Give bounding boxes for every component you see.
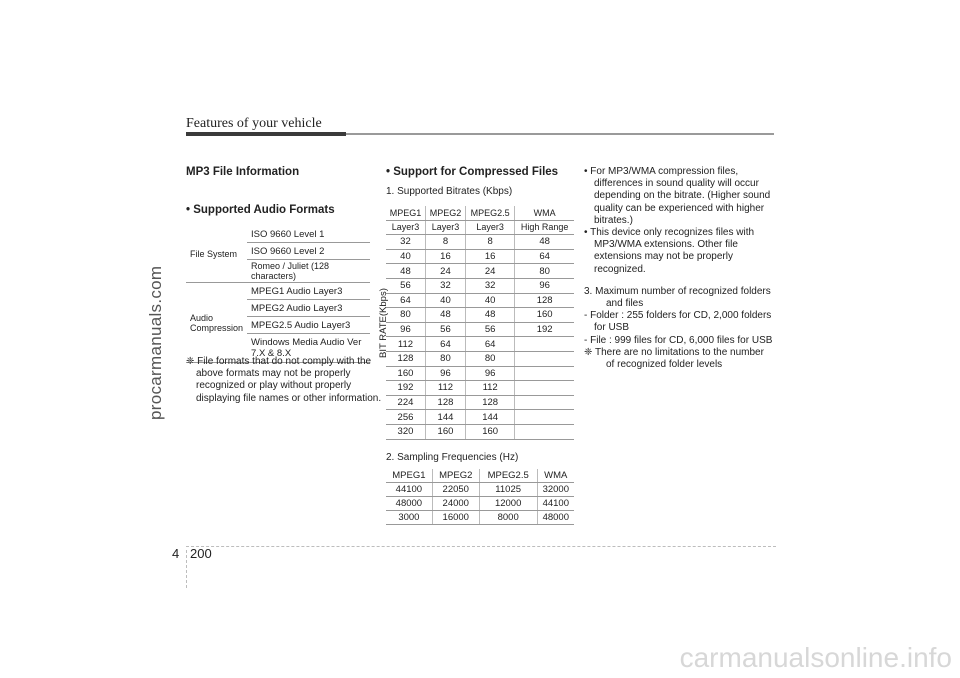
table-row [386,308,574,323]
bitrates-label: 1. Supported Bitrates (Kbps) [386,186,513,197]
max-recognized-item: 3. Maximum number of recognized folders and files [584,285,771,310]
format-value: MPEG2.5 Audio Layer3 [247,317,370,334]
folder-levels-note: ❈ There are no limitations to the number of recognized folder levels [584,346,764,371]
table-cell: Layer3 [425,220,465,235]
table-row [386,293,574,308]
format-value: ISO 9660 Level 2 [247,243,370,260]
table-cell: 144 [425,410,465,425]
table-cell: 24000 [432,497,479,511]
table-row [386,483,574,497]
table-cell: 96 [386,322,425,337]
formats-heading: • Supported Audio Formats [186,204,335,216]
table-row [386,351,574,366]
table-cell: 22050 [432,483,479,497]
table-cell: 12000 [479,497,537,511]
table-cell: 48 [425,308,465,323]
bitrates-table [386,206,574,440]
file-limit: - File : 999 files for CD, 6,000 files for USB [584,334,773,346]
table-cell: 3000 [386,511,432,525]
formats-table [186,226,370,363]
format-value: ISO 9660 Level 1 [247,226,370,243]
table-cell: 8 [466,235,515,250]
table-cell: 80 [466,351,515,366]
table-cell: 16 [466,249,515,264]
table-cell: MPEG2 [425,206,465,220]
table-cell: 8 [425,235,465,250]
table-cell [515,366,574,381]
table-row [386,249,574,264]
header-rule-light [346,133,774,135]
table-cell: 80 [386,308,425,323]
right-column [584,166,774,371]
table-cell: 320 [386,424,425,439]
table-cell: 48000 [537,511,574,525]
table-row [386,511,574,525]
sampling-label: 2. Sampling Frequencies (Hz) [386,452,519,463]
footer-divider [186,550,187,588]
table-row [386,206,574,220]
table-cell: 96 [425,366,465,381]
table-cell: 128 [425,395,465,410]
table-cell: 128 [466,395,515,410]
table-row [386,322,574,337]
table-cell: MPEG2 [432,469,479,483]
bitrates-table-wrap [386,206,574,440]
table-cell: 112 [386,337,425,352]
format-value: MPEG2 Audio Layer3 [247,300,370,317]
footer-rule [186,546,776,547]
table-cell: 64 [466,337,515,352]
bottom-watermark: carmanualsonline.info [679,642,952,673]
table-cell: 112 [466,381,515,396]
table-row [386,395,574,410]
table-cell: High Range [515,220,574,235]
format-note: ❈ File formats that do not comply with the above formats may not be properly recognized or play without properly displaying file names or other information. [186,356,382,404]
table-cell: 40 [425,293,465,308]
bitrate-axis-label: BIT RATE(Kbps) [378,288,389,358]
table-cell [515,410,574,425]
table-cell: 32 [425,278,465,293]
table-cell: 192 [515,322,574,337]
table-cell: 160 [386,366,425,381]
compressed-files-heading: • Support for Compressed Files [386,166,559,178]
table-cell: 160 [466,424,515,439]
sampling-table [386,469,574,525]
table-cell: 192 [386,381,425,396]
table-cell: 64 [515,249,574,264]
page-header-title: Features of your vehicle [186,116,322,131]
table-cell: 80 [515,264,574,279]
table-cell: 56 [425,322,465,337]
table-cell: Layer3 [466,220,515,235]
table-cell: 96 [515,278,574,293]
table-cell: 160 [425,424,465,439]
table-row [386,264,574,279]
table-cell: MPEG1 [386,469,432,483]
table-cell: 224 [386,395,425,410]
extensions-bullet: • This device only recognizes files with MP3/WMA extensions. Other file extensions may not be properly recognized. [584,227,755,275]
table-cell: 8000 [479,511,537,525]
table-cell: 11025 [479,483,537,497]
table-cell [515,337,574,352]
table-cell: 128 [515,293,574,308]
table-row [386,424,574,439]
table-cell: 64 [386,293,425,308]
section-title: MP3 File Information [186,166,300,178]
table-cell: 144 [466,410,515,425]
table-cell: 96 [466,366,515,381]
table-cell: 44100 [537,497,574,511]
table-cell: 32000 [537,483,574,497]
table-cell: 40 [386,249,425,264]
table-row [386,235,574,250]
table-row [386,278,574,293]
table-cell: 16000 [432,511,479,525]
table-cell: 128 [386,351,425,366]
page-number: 200 [190,546,212,561]
table-row [386,469,574,483]
table-cell: MPEG1 [386,206,425,220]
table-row [386,497,574,511]
table-cell: WMA [537,469,574,483]
format-value: Windows Media Audio Ver 7.X & 8.X [247,334,370,363]
table-cell [515,381,574,396]
format-value: MPEG1 Audio Layer3 [247,283,370,300]
category-audio-compression: Audio Compression [186,283,247,363]
table-cell: 256 [386,410,425,425]
folder-limit: - Folder : 255 folders for CD, 2,000 folders for USB [584,310,772,334]
table-cell: 56 [466,322,515,337]
table-row [386,381,574,396]
table-cell [515,351,574,366]
table-cell: MPEG2.5 [479,469,537,483]
table-cell: 16 [425,249,465,264]
table-cell: 160 [515,308,574,323]
table-cell: 48 [386,264,425,279]
table-cell: 80 [425,351,465,366]
table-cell: 40 [466,293,515,308]
table-row [386,337,574,352]
table-cell: 48000 [386,497,432,511]
table-cell: 44100 [386,483,432,497]
table-cell [515,424,574,439]
table-cell: 56 [386,278,425,293]
table-cell [515,395,574,410]
table-cell: MPEG2.5 [466,206,515,220]
side-watermark: procarmanuals.com [146,265,165,420]
header-rule-dark [186,132,346,136]
table-cell: WMA [515,206,574,220]
table-cell: 32 [466,278,515,293]
table-cell: 48 [515,235,574,250]
table-cell: 64 [425,337,465,352]
table-cell: 24 [466,264,515,279]
table-row [386,220,574,235]
table-cell: 48 [466,308,515,323]
category-file-system: File System [186,226,247,283]
table-row [386,410,574,425]
table-cell: Layer3 [386,220,425,235]
table-row [386,366,574,381]
format-value: Romeo / Juliet (128 characters) [247,260,370,283]
bitrate-quality-bullet: • For MP3/WMA compression files, differences in sound quality will occur depending on the bitrate. (Higher sound quality can be experienced with higher bitrates.) [584,166,771,226]
table-cell: 32 [386,235,425,250]
chapter-number: 4 [172,546,180,561]
table-cell: 112 [425,381,465,396]
table-cell: 24 [425,264,465,279]
